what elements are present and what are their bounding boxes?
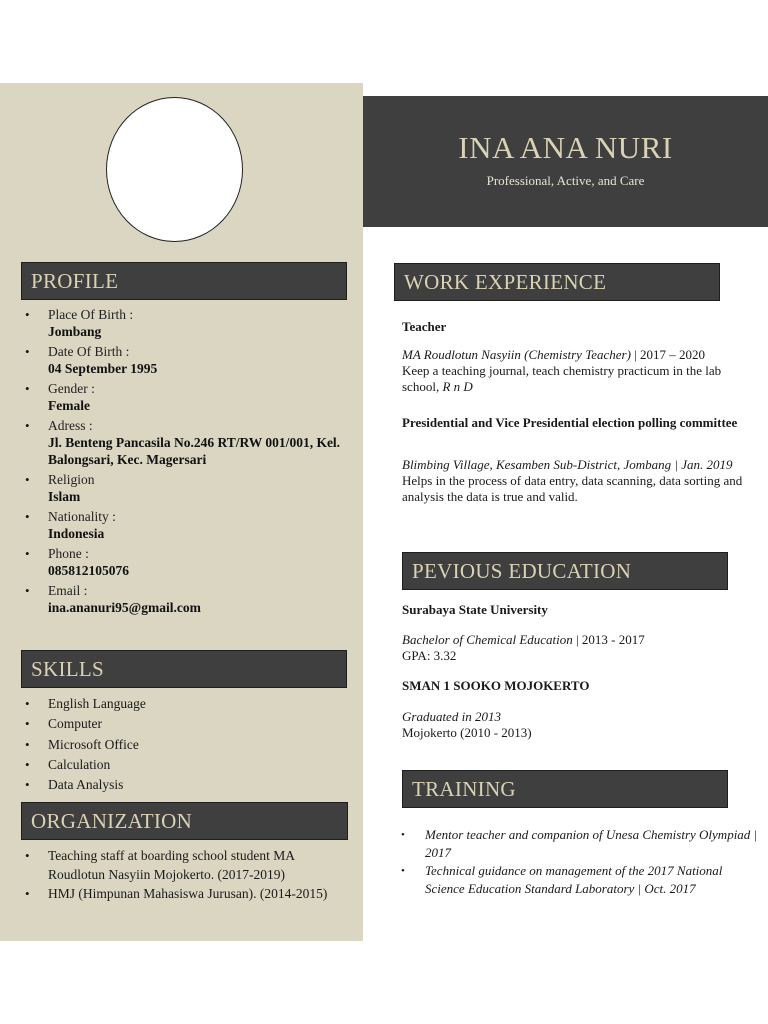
job-description-text: Keep a teaching journal, teach chemistry practicum in the lab school,	[402, 363, 722, 394]
skill-item: • Data Analysis	[22, 775, 342, 795]
job-title-text: Teacher	[402, 319, 447, 334]
section-header-profile: PROFILE	[21, 262, 347, 300]
profile-value: Indonesia	[48, 526, 105, 541]
job-details	[402, 347, 758, 395]
profile-value: ina.ananuri95@gmail.com	[48, 600, 201, 615]
profile-label: • Place Of Birth :	[48, 307, 134, 322]
skill-item: • English Language	[22, 694, 342, 714]
profile-item	[22, 508, 352, 542]
job-description	[402, 363, 758, 395]
profile-item	[22, 582, 352, 616]
job-meta	[402, 347, 758, 363]
profile-label: • Date Of Birth :	[48, 344, 130, 359]
profile-label: • Phone :	[48, 546, 89, 561]
profile-item	[22, 471, 352, 505]
job-title-text: Presidential and Vice Presidential election polling committee	[402, 415, 738, 430]
profile-label: • Nationality :	[48, 509, 116, 524]
section-header-education: PEVIOUS EDUCATION	[402, 552, 728, 590]
section-header-work-experience: WORK EXPERIENCE	[394, 263, 720, 301]
school-name-text: Surabaya State University	[402, 602, 548, 617]
profile-value: Jombang	[48, 324, 102, 339]
candidate-name: INA ANA NURI	[458, 130, 673, 165]
profile-item	[22, 417, 352, 468]
organization-item: • Teaching staff at boarding school student MA Roudlotun Nasyiin Mojokerto. (2017-2019)	[22, 846, 344, 884]
profile-value: 04 September 1995	[48, 361, 158, 376]
profile-photo	[106, 97, 243, 242]
education-period: | 2013 - 2017	[576, 632, 645, 647]
profile-label: • Adress :	[48, 418, 93, 433]
profile-label: • Religion	[48, 472, 95, 487]
job-meta: Blimbing Village, Kesamben Sub-District, Jombang | Jan. 2019	[402, 457, 733, 472]
skill-item: • Calculation	[22, 755, 342, 775]
profile-value: Jl. Benteng Pancasila No.246 RT/RW 001/001, Kel. Balongsari, Kec. Magersari	[48, 435, 341, 467]
job-details	[402, 457, 758, 505]
section-header-skills: SKILLS	[21, 650, 347, 688]
school-name	[402, 678, 758, 694]
job-employer: MA Roudlotun Nasyiin (Chemistry Teacher)	[402, 347, 631, 362]
education-extra: GPA: 3.32	[402, 648, 457, 663]
school-name-text: SMAN 1 SOOKO MOJOKERTO	[402, 678, 590, 693]
organization-list	[22, 846, 344, 903]
profile-value: 085812105076	[48, 563, 129, 578]
skills-list	[22, 694, 342, 795]
job-title	[402, 319, 758, 335]
education-degree: Bachelor of Chemical Education	[402, 632, 573, 647]
profile-list	[22, 306, 352, 619]
profile-value: Female	[48, 398, 90, 413]
job-description: Helps in the process of data entry, data scanning, data sorting and analysis the data is true and valid.	[402, 473, 743, 504]
profile-item	[22, 545, 352, 579]
education-meta	[402, 632, 758, 648]
job-period: | 2017 – 2020	[634, 347, 706, 362]
education-details	[402, 632, 758, 664]
candidate-tagline: Professional, Active, and Care	[486, 173, 645, 188]
skill-item: • Microsoft Office	[22, 735, 342, 755]
job-title	[402, 415, 758, 431]
job-description-italic: R n D	[442, 379, 473, 394]
profile-value: Islam	[48, 489, 81, 504]
profile-label: • Gender :	[48, 381, 95, 396]
education-details	[402, 709, 758, 741]
name-header	[363, 96, 768, 227]
profile-item	[22, 343, 352, 377]
organization-item: • HMJ (Himpunan Mahasiswa Jurusan). (2014-2015)	[22, 884, 344, 903]
profile-item	[22, 380, 352, 414]
profile-item	[22, 306, 352, 340]
training-item: • Mentor teacher and companion of Unesa Chemistry Olympiad | 2017	[399, 826, 759, 862]
training-item: • Technical guidance on management of the 2017 National Science Education Standard Laboratory | Oct. 2017	[399, 862, 759, 898]
profile-label: • Email :	[48, 583, 88, 598]
training-list	[399, 826, 759, 898]
education-meta: Graduated in 2013	[402, 709, 501, 724]
section-header-training: TRAINING	[402, 770, 728, 808]
skill-item: • Computer	[22, 714, 342, 734]
school-name	[402, 602, 758, 618]
section-header-organization: ORGANIZATION	[21, 802, 348, 840]
education-extra: Mojokerto (2010 - 2013)	[402, 725, 532, 740]
